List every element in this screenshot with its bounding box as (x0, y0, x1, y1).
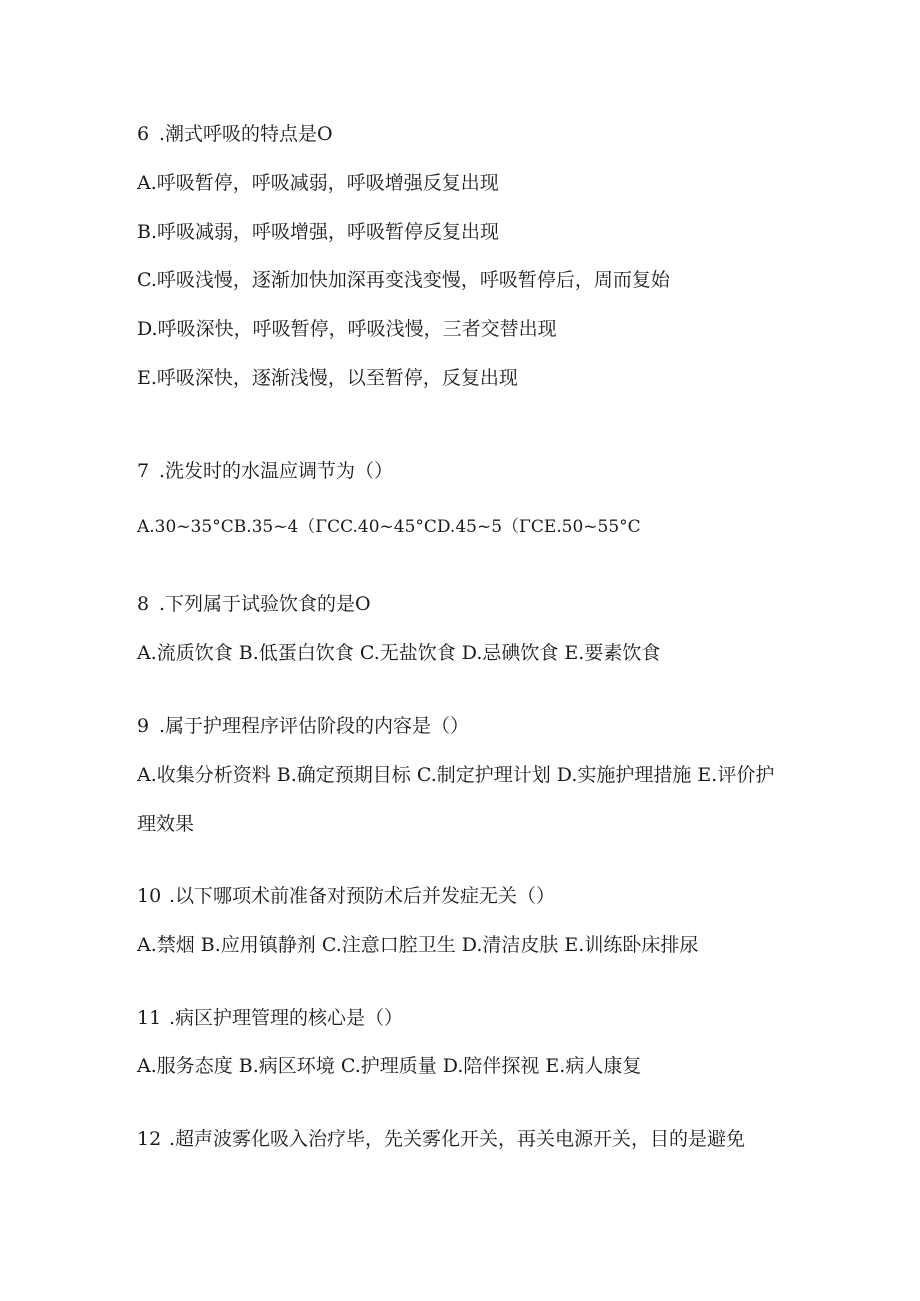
question-number: 12 (137, 1128, 162, 1150)
options-line: A.服务态度 B.病区环境 C.护理质量 D.陪伴探视 E.病人康复 (137, 1055, 642, 1077)
option-a: A.呼吸暂停，呼吸减弱，呼吸增强反复出现 (137, 172, 499, 194)
question-stem: .以下哪项术前准备对预防术后并发症无关（） (169, 885, 556, 907)
options-line: A.收集分析资料 B.确定预期目标 C.制定护理计划 D.实施护理措施 E.评价护 (137, 764, 775, 786)
options-line: A.禁烟 B.应用镇静剂 C.注意口腔卫生 D.清洁皮肤 E.训练卧床排尿 (137, 934, 699, 956)
question-12 (137, 1127, 745, 1151)
question-6 (137, 122, 333, 146)
question-number: 6 (137, 123, 150, 145)
question-11 (137, 1006, 403, 1030)
question-stem: .下列属于试验饮食的是O (159, 593, 371, 615)
question-stem: .洗发时的水温应调节为（） (159, 460, 394, 482)
question-stem: .超声波雾化吸入治疗毕，先关雾化开关，再关电源开关，目的是避免 (169, 1128, 746, 1150)
question-9 (137, 714, 469, 738)
question-stem: .潮式呼吸的特点是O (159, 123, 333, 145)
question-stem: .病区护理管理的核心是（） (169, 1007, 404, 1029)
option-b: B.呼吸减弱，呼吸增强，呼吸暂停反复出现 (137, 221, 500, 243)
option-d: D.呼吸深快，呼吸暂停，呼吸浅慢，三者交替出现 (137, 318, 557, 340)
question-8 (137, 592, 371, 616)
options-line: A.流质饮食 B.低蛋白饮食 C.无盐饮食 D.忌碘饮食 E.要素饮食 (137, 642, 661, 664)
option-c: C.呼吸浅慢，逐渐加快加深再变浅变慢，呼吸暂停后，周而复始 (137, 269, 670, 291)
option-e: E.呼吸深快，逐渐浅慢，以至暂停，反复出现 (137, 367, 518, 389)
question-10 (137, 884, 555, 908)
question-number: 10 (137, 885, 162, 907)
options-line: A.30~35°CB.35~4（ΓCC.40~45°CD.45~5（ΓCE.50~55°C (137, 517, 641, 537)
question-number: 8 (137, 593, 150, 615)
question-7 (137, 459, 393, 483)
question-number: 9 (137, 715, 150, 737)
question-number: 7 (137, 460, 150, 482)
options-line-continued: 理效果 (137, 813, 195, 835)
question-stem: .属于护理程序评估阶段的内容是（） (159, 715, 470, 737)
question-number: 11 (137, 1007, 162, 1029)
